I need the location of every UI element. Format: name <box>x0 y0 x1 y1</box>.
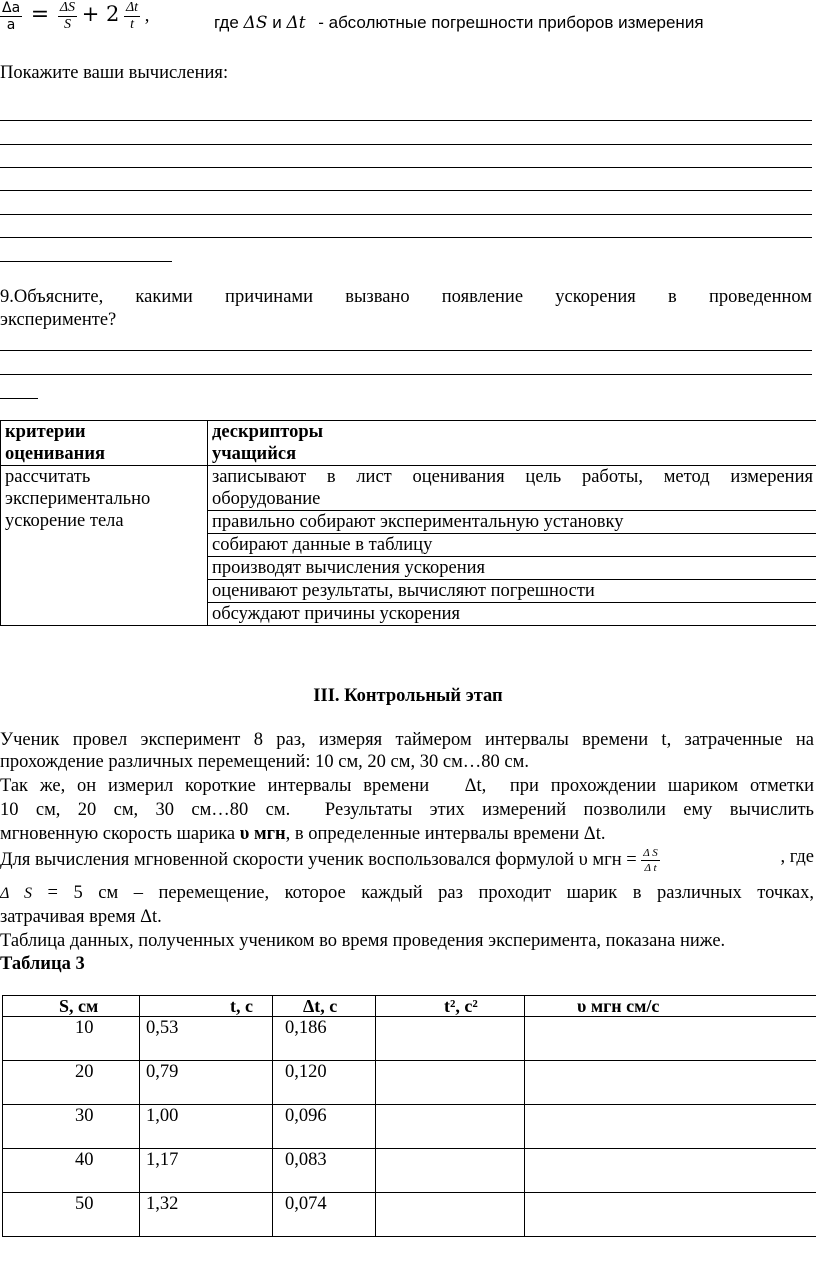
formula-f1-den: S <box>63 17 71 32</box>
cell-velocity <box>525 1193 816 1237</box>
cell-s: 20 <box>3 1061 140 1105</box>
formula-f2-den: t <box>130 17 134 32</box>
paragraph-3-line-1-pre: Для вычисления мгновенной скорости ученик воспользовался формулой υ мгн = <box>0 849 637 870</box>
formula-eq: = <box>30 1 50 27</box>
criteria-header-line: критерии <box>5 422 86 442</box>
table-row <box>3 1193 816 1237</box>
section-title: III. Контрольный этап <box>313 686 503 706</box>
descriptor-cell: обсуждают причины ускорения <box>208 603 816 626</box>
question-9-line-1: 9.Объясните, какими причинами вызвано появление ускорения в проведенном <box>0 287 812 307</box>
descriptor-cell <box>208 466 816 511</box>
cell-dt: 0,096 <box>273 1105 376 1149</box>
cell-dt: 0,186 <box>273 1017 376 1061</box>
cell-t: 1,32 <box>140 1193 273 1237</box>
cell-dt: 0,083 <box>273 1149 376 1193</box>
cell-velocity <box>525 1149 816 1193</box>
answer-line <box>0 120 812 121</box>
descriptor-cell: производят вычисления ускорения <box>208 557 816 580</box>
descriptor-text: оборудование <box>212 489 321 509</box>
cell-dt: 0,074 <box>273 1193 376 1237</box>
cell-t: 0,53 <box>140 1017 273 1061</box>
cell-t: 0,79 <box>140 1061 273 1105</box>
criterion-line: рассчитать <box>5 467 91 487</box>
answer-line <box>0 398 38 399</box>
velocity-frac-num: Δ S <box>643 847 658 859</box>
var-delta-t: Δt <box>286 13 306 33</box>
cell-s: 40 <box>3 1149 140 1193</box>
answer-line <box>0 214 812 215</box>
paragraph-2-line-2: 10 см, 20 см, 30 см…80 см. Результаты этих измерений позволили ему вычислить <box>0 800 814 820</box>
paragraph-4: Таблица данных, полученных учеником во время проведения эксперимента, показана ниже. <box>0 931 726 951</box>
criterion-line: ускорение тела <box>5 511 124 531</box>
col-header-dt: Δt, с <box>273 996 376 1017</box>
data-table <box>2 995 816 1237</box>
table-3-title: Таблица 3 <box>0 954 85 974</box>
col-header-s: S, см <box>3 996 140 1017</box>
formula-frac-1 <box>58 0 77 33</box>
paragraph-2-line-3-pre: мгновенную скорость шарика <box>0 824 236 844</box>
paragraph-1-line-1: Ученик провел эксперимент 8 раз, измеряя таймером интервалы времени t, затраченные на <box>0 730 814 750</box>
formula-frac-2 <box>124 0 140 33</box>
col-header-velocity: υ мгн см/с <box>525 996 816 1017</box>
show-calculations-label: Покажите ваши вычисления: <box>0 63 229 83</box>
cell-s: 10 <box>3 1017 140 1061</box>
var-delta-s: ΔS <box>243 13 268 33</box>
cell-s: 30 <box>3 1105 140 1149</box>
paragraph-3-line-3: затрачивая время Δt. <box>0 907 162 927</box>
cell-t-squared <box>376 1061 525 1105</box>
cell-velocity <box>525 1061 816 1105</box>
table-row <box>3 1149 816 1193</box>
descriptor-cell: оценивают результаты, вычисляют погрешности <box>208 580 816 603</box>
paragraph-1-line-2: прохождение различных перемещений: 10 см, 20 см, 30 см…80 см. <box>0 752 529 772</box>
formula-lhs-num: Δa <box>2 0 21 16</box>
paragraph-3-line-1-post: , где <box>780 847 814 867</box>
cell-t-squared <box>376 1149 525 1193</box>
formula-f2-num: Δt <box>125 0 139 15</box>
paragraph-3-line-1 <box>0 846 816 875</box>
where-suffix: - абсолютные погрешности приборов измерения <box>318 13 704 32</box>
formula-f1-num: ΔS <box>59 0 76 15</box>
instant-velocity-symbol: υ мгн <box>239 824 286 844</box>
formula-lhs <box>0 0 22 33</box>
criterion-line: экспериментально <box>5 489 151 509</box>
formula-comma: , <box>144 5 150 26</box>
paragraph-2-line-3-post: , в определенные интервалы времени Δt. <box>285 824 606 844</box>
paragraph-2-line-3 <box>0 823 605 845</box>
cell-t-squared <box>376 1105 525 1149</box>
answer-line <box>0 167 812 168</box>
cell-t: 1,00 <box>140 1105 273 1149</box>
answer-line <box>0 374 812 375</box>
paragraph-3-line-2-rest: = 5 см – перемещение, которое каждый раз проходит шарик в различных точках, <box>47 883 814 903</box>
question-9-line-2: эксперименте? <box>0 310 117 330</box>
descriptor-cell: правильно собирают экспериментальную установку <box>208 511 816 534</box>
criteria-header-line: оценивания <box>5 444 106 464</box>
cell-t-squared <box>376 1017 525 1061</box>
cell-t-squared <box>376 1193 525 1237</box>
criteria-header-cell <box>1 421 208 466</box>
cell-dt: 0,120 <box>273 1061 376 1105</box>
formula-lhs-den: a <box>6 17 16 33</box>
descriptor-header-line: учащийся <box>212 444 297 464</box>
col-header-t: t, с <box>140 996 273 1017</box>
descriptor-header-line: дескрипторы <box>212 422 324 442</box>
descriptor-header-cell <box>208 421 816 466</box>
cell-t: 1,17 <box>140 1149 273 1193</box>
paragraph-2-line-1: Так же, он измерил короткие интервалы времени Δt, при прохождении шариком отметки <box>0 776 814 796</box>
table-row <box>3 1061 816 1105</box>
cell-velocity <box>525 1017 816 1061</box>
answer-line <box>0 190 812 191</box>
answer-line <box>0 350 812 351</box>
criteria-header-row <box>1 421 816 466</box>
velocity-formula-fraction <box>641 846 660 875</box>
formula-explanation <box>214 12 704 34</box>
velocity-frac-den: Δ t <box>644 862 657 874</box>
data-table-header-row <box>3 996 816 1017</box>
col-header-t-squared-label: t², с² <box>444 996 478 1016</box>
error-formula <box>0 0 149 33</box>
answer-line <box>0 144 812 145</box>
paragraph-3-line-2 <box>0 882 814 905</box>
table-row <box>3 1105 816 1149</box>
descriptor-text: записывают в лист оценивания цель работы, метод измерения <box>212 467 813 487</box>
cell-velocity <box>525 1105 816 1149</box>
criterion-cell <box>1 466 208 626</box>
descriptor-cell: собирают данные в таблицу <box>208 534 816 557</box>
delta-s-symbol: Δ S <box>0 885 33 902</box>
criteria-row <box>1 466 816 511</box>
col-header-t-squared <box>376 996 525 1017</box>
answer-line <box>0 261 172 262</box>
where-prefix: где <box>214 13 239 32</box>
formula-plus: + 2 <box>81 1 120 26</box>
criteria-table <box>0 420 816 626</box>
answer-line <box>0 237 812 238</box>
table-row <box>3 1017 816 1061</box>
cell-s: 50 <box>3 1193 140 1237</box>
where-and: и <box>272 13 282 32</box>
